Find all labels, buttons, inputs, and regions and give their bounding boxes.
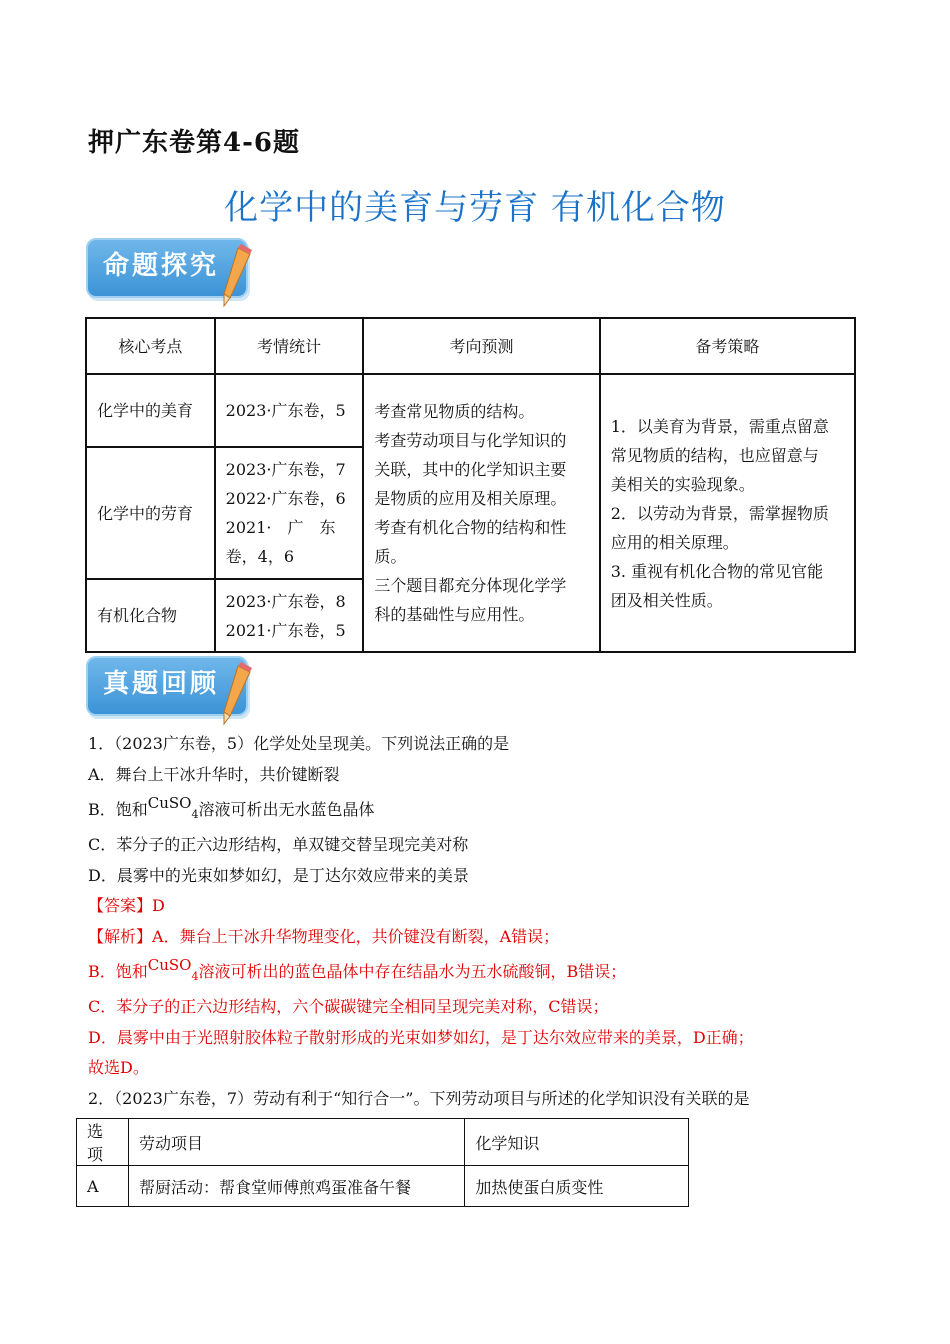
prediction-line: 关联，其中的化学知识主要 xyxy=(374,460,567,479)
analysis-a xyxy=(88,926,559,948)
strategy-line: 1．以美育为背景，需重点留意 xyxy=(610,416,829,436)
analysis-a-text: A．舞台上干冰升华物理变化，共价键没有断裂，A错误； xyxy=(152,927,560,946)
section-badge-explore xyxy=(86,238,262,306)
analysis-d: D．晨雾中由于光照射胶体粒子散射形成的光束如梦如幻，是丁达尔效应带来的美景，D正确； xyxy=(88,1028,754,1047)
strategy-line: 美相关的实验现象。 xyxy=(610,474,755,494)
pencil-icon xyxy=(216,662,256,726)
strategy-line: 常见物质的结构，也应留意与 xyxy=(610,445,819,465)
page-title: 化学中的美育与劳育 有机化合物 xyxy=(224,188,726,228)
exam-analysis-table xyxy=(85,317,856,653)
stats-line: 2023·广东卷，7 xyxy=(225,460,346,479)
option-d: D．晨雾中的光束如梦如幻，是丁达尔效应带来的美景 xyxy=(88,866,469,885)
stats-line: 2021·广东卷，5 xyxy=(225,620,346,640)
strategy-line: 3. 重视有机化合物的常见官能 xyxy=(610,561,824,581)
formula-subscript: 4 xyxy=(191,970,199,983)
cell-labor: 帮厨活动：帮食堂师傅煎鸡蛋准备午餐 xyxy=(128,1166,464,1207)
analysis-b-suffix: 溶液可析出的蓝色晶体中存在结晶水为五水硫酸铜，B错误； xyxy=(198,962,627,981)
badge-label: 命题探究 xyxy=(102,251,219,281)
option-b-prefix: B．饱和 xyxy=(88,800,148,819)
option-a: A．舞台上干冰升华时，共价键断裂 xyxy=(88,765,340,784)
topic-cell: 化学中的劳育 xyxy=(86,447,215,579)
prediction-cell xyxy=(363,374,599,652)
header-core-point: 核心考点 xyxy=(86,318,215,374)
answer: 【答案】D xyxy=(88,896,165,915)
question-2-stem: 2．（2023广东卷，7）劳动有利于“知行合一”。下列劳动项目与所述的化学知识没有关联的是 xyxy=(88,1089,750,1108)
conclusion: 故选D。 xyxy=(88,1058,149,1077)
formula-cuso4: CuSO xyxy=(147,794,192,812)
prediction-line: 三个题目都充分体现化学学 xyxy=(374,576,567,595)
header-stats: 考情统计 xyxy=(215,318,364,374)
header-prediction: 考向预测 xyxy=(363,318,599,374)
stats-line: 2022·广东卷，6 xyxy=(225,489,346,508)
option-c: C．苯分子的正六边形结构，单双键交替呈现完美对称 xyxy=(88,835,469,854)
analysis-b-prefix: B．饱和 xyxy=(88,962,148,981)
prediction-line: 考查有机化合物的结构和性 xyxy=(374,518,567,537)
question-1-stem: 1．（2023广东卷，5）化学处处呈现美。下列说法正确的是 xyxy=(88,734,510,753)
cell-knowledge: 加热使蛋白质变性 xyxy=(465,1166,689,1207)
strategy-line: 2．以劳动为背景，需掌握物质 xyxy=(610,503,829,523)
stats-cell xyxy=(215,374,364,447)
strategy-line: 团及相关性质。 xyxy=(610,590,723,610)
prediction-line: 科的基础性与应用性。 xyxy=(374,605,535,624)
header-option: 选项 xyxy=(77,1119,129,1166)
header-strategy: 备考策略 xyxy=(600,318,855,374)
prediction-line: 是物质的应用及相关原理。 xyxy=(374,489,567,508)
stats-cell xyxy=(215,579,364,652)
stats-line: 2023·广东卷，8 xyxy=(225,591,346,611)
formula-cuso4: CuSO xyxy=(147,956,192,974)
formula-subscript: 4 xyxy=(191,808,199,821)
labor-table xyxy=(76,1118,689,1207)
analysis-b xyxy=(88,956,627,985)
prediction-line: 考查劳动项目与化学知识的 xyxy=(374,431,567,450)
pre-title: 押广东卷第4-6题 xyxy=(88,128,300,158)
prediction-line: 考查常见物质的结构。 xyxy=(374,402,535,421)
option-b-suffix: 溶液可析出无水蓝色晶体 xyxy=(198,800,375,819)
option-b xyxy=(88,794,375,823)
topic-cell: 化学中的美育 xyxy=(86,374,215,447)
badge-label: 真题回顾 xyxy=(102,669,219,699)
stats-cell xyxy=(215,447,364,579)
analysis-label: 【解析】 xyxy=(88,927,153,946)
stats-line: 2021· 广 东 xyxy=(225,518,336,537)
strategy-cell xyxy=(600,374,855,652)
stats-line: 卷，4，6 xyxy=(225,547,295,566)
cell-option: A xyxy=(77,1166,129,1207)
stats-line: 2023·广东卷，5 xyxy=(225,401,346,420)
pencil-icon xyxy=(216,244,256,308)
strategy-line: 应用的相关原理。 xyxy=(610,532,739,552)
header-knowledge: 化学知识 xyxy=(465,1119,689,1166)
topic-cell: 有机化合物 xyxy=(86,579,215,652)
header-labor: 劳动项目 xyxy=(128,1119,464,1166)
prediction-line: 质。 xyxy=(374,547,407,566)
section-badge-review xyxy=(86,656,262,724)
analysis-c: C．苯分子的正六边形结构，六个碳碳键完全相同呈现完美对称，C错误； xyxy=(88,997,609,1016)
